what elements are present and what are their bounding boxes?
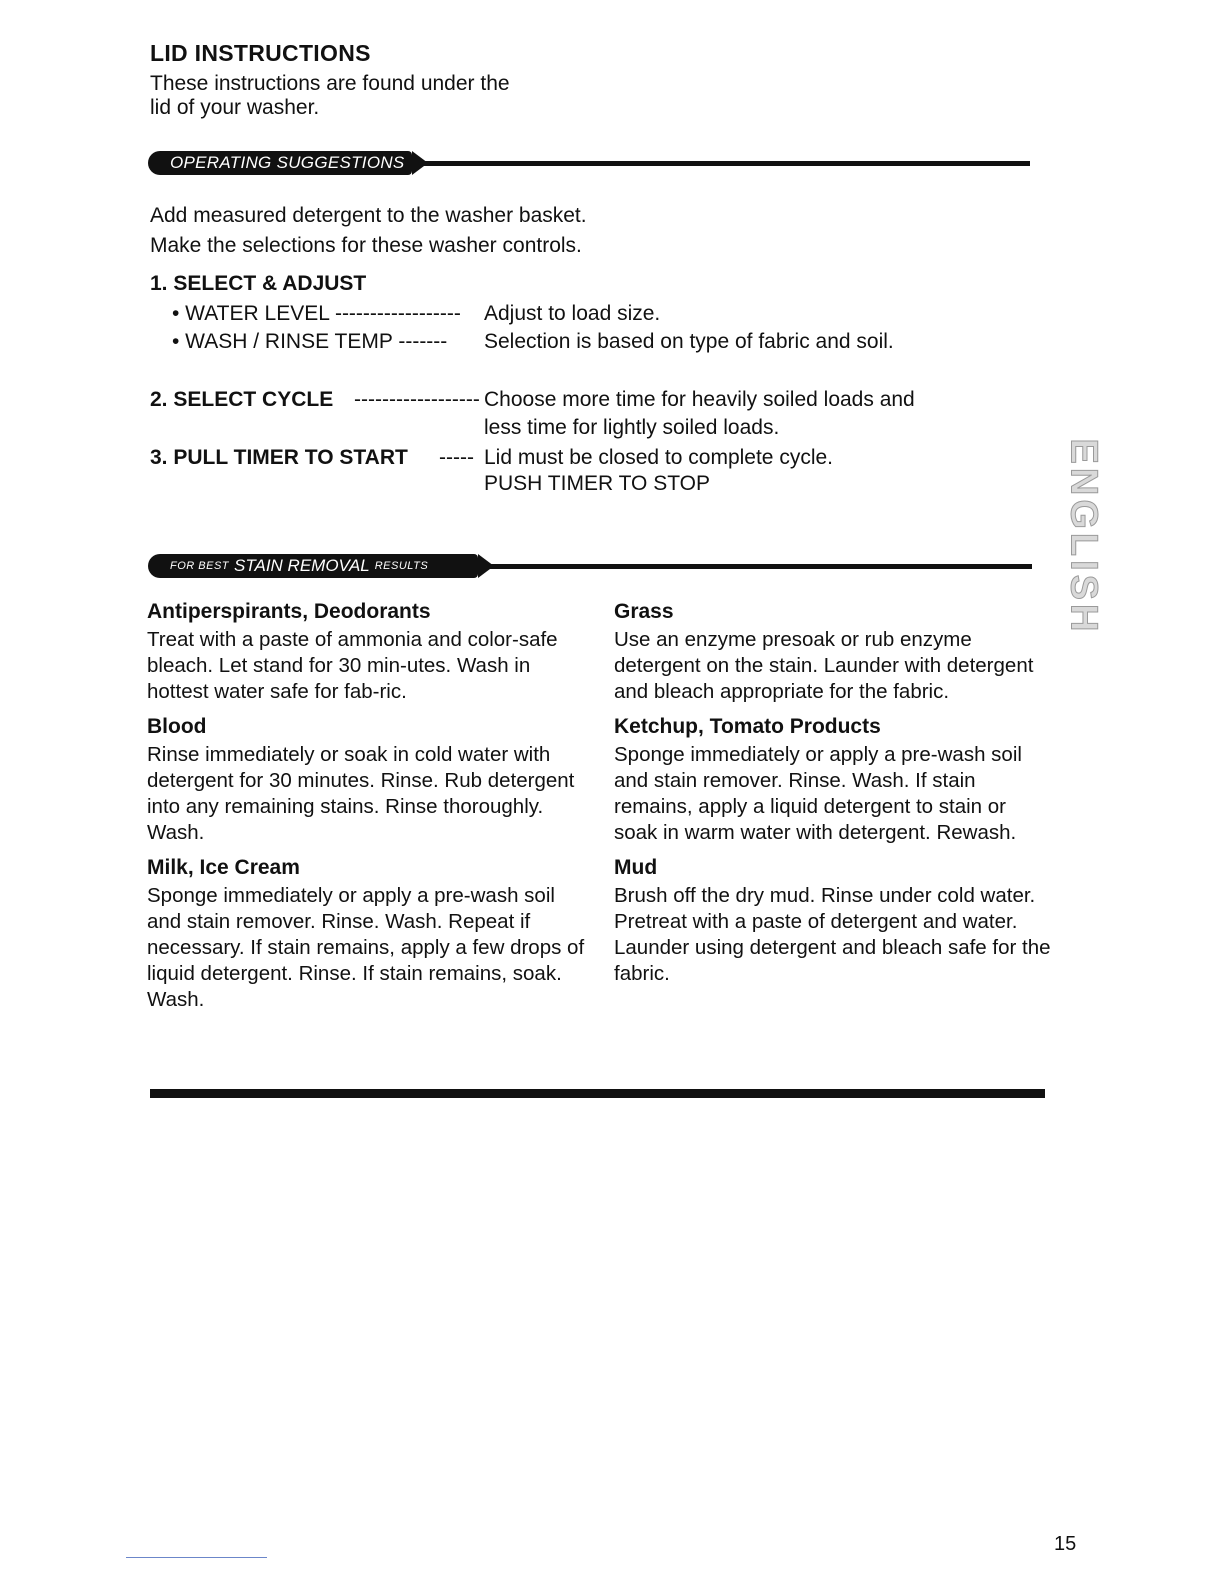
step-heading: 2. SELECT CYCLE (150, 388, 334, 411)
banner-rule (418, 161, 1030, 166)
bottom-divider (150, 1089, 1045, 1098)
stain-heading: Milk, Ice Cream (147, 856, 300, 879)
intro-line: These instructions are found under the (150, 72, 510, 95)
banner-label: OPERATING SUGGESTIONS (148, 151, 412, 175)
instruction-line: Add measured detergent to the washer basket. (150, 204, 587, 227)
step-value: Choose more time for heavily soiled loads and (484, 388, 915, 411)
stain-text: Brush off the dry mud. Rinse under cold water. Pretreat with a paste of detergent and water. Launder using detergent and bleach safe for the fabric. (614, 884, 1051, 985)
stain-heading: Grass (614, 600, 674, 623)
language-label: ENGLISH (1062, 438, 1105, 636)
banner-rule (486, 564, 1032, 569)
stain-text: Treat with a paste of ammonia and color-safe bleach. Let stand for 30 min-utes. Wash in hottest water safe for fab-ric. (147, 628, 558, 703)
banner-label (148, 554, 478, 578)
page-number: 15 (1054, 1533, 1077, 1555)
step-value: PUSH TIMER TO STOP (484, 472, 710, 495)
footer-line (126, 1557, 267, 1558)
step-heading: 3. PULL TIMER TO START (150, 446, 408, 469)
control-value: Selection is based on type of fabric and soil. (484, 330, 894, 353)
stain-text: Sponge immediately or apply a pre-wash soil and stain remover. Rinse. Wash. Repeat if necessary. If stain remains, apply a few drops of liquid detergent. Rinse. If stain remains, soak. Wash. (147, 884, 585, 1011)
step-dashes: ----- (439, 446, 474, 469)
page-title: LID INSTRUCTIONS (150, 40, 371, 66)
stain-heading: Antiperspirants, Deodorants (147, 600, 431, 623)
step-value: less time for lightly soiled loads. (484, 416, 780, 439)
stain-heading: Ketchup, Tomato Products (614, 715, 881, 738)
intro-text (150, 72, 570, 120)
stain-removal-banner (148, 554, 1032, 578)
stain-column-left (147, 600, 587, 1023)
stain-text: Rinse immediately or soak in cold water with detergent for 30 minutes. Rinse. Rub detergent into any remaining stains. Rinse thoroughly. Wash. (147, 743, 575, 844)
stain-text: Sponge immediately or apply a pre-wash soil and stain remover. Rinse. Wash. If stain remains, apply a liquid detergent to stain or soak in warm water with detergent. Rewash. (614, 743, 1022, 844)
stain-heading: Mud (614, 856, 658, 879)
banner-small-text: FOR BEST (170, 560, 230, 572)
step-dashes: ------------------ (354, 388, 480, 411)
control-label: • WASH / RINSE TEMP ------- (172, 330, 448, 353)
stain-text: Use an enzyme presoak or rub enzyme detergent on the stain. Launder with detergent and bleach appropriate for the fabric. (614, 628, 1034, 703)
instruction-line: Make the selections for these washer controls. (150, 234, 582, 257)
stain-heading: Blood (147, 715, 207, 738)
banner-main-text: STAIN REMOVAL (234, 556, 370, 575)
step-heading: 1. SELECT & ADJUST (150, 272, 367, 295)
language-side-tab (1062, 424, 1105, 650)
intro-line: lid of your washer. (150, 96, 320, 119)
stain-column-right (614, 600, 1054, 997)
control-label: • WATER LEVEL ------------------ (172, 302, 461, 325)
step-value: Lid must be closed to complete cycle. (484, 446, 834, 469)
banner-small-text: RESULTS (374, 560, 429, 572)
control-value: Adjust to load size. (484, 302, 661, 325)
operating-suggestions-banner (148, 151, 1030, 175)
